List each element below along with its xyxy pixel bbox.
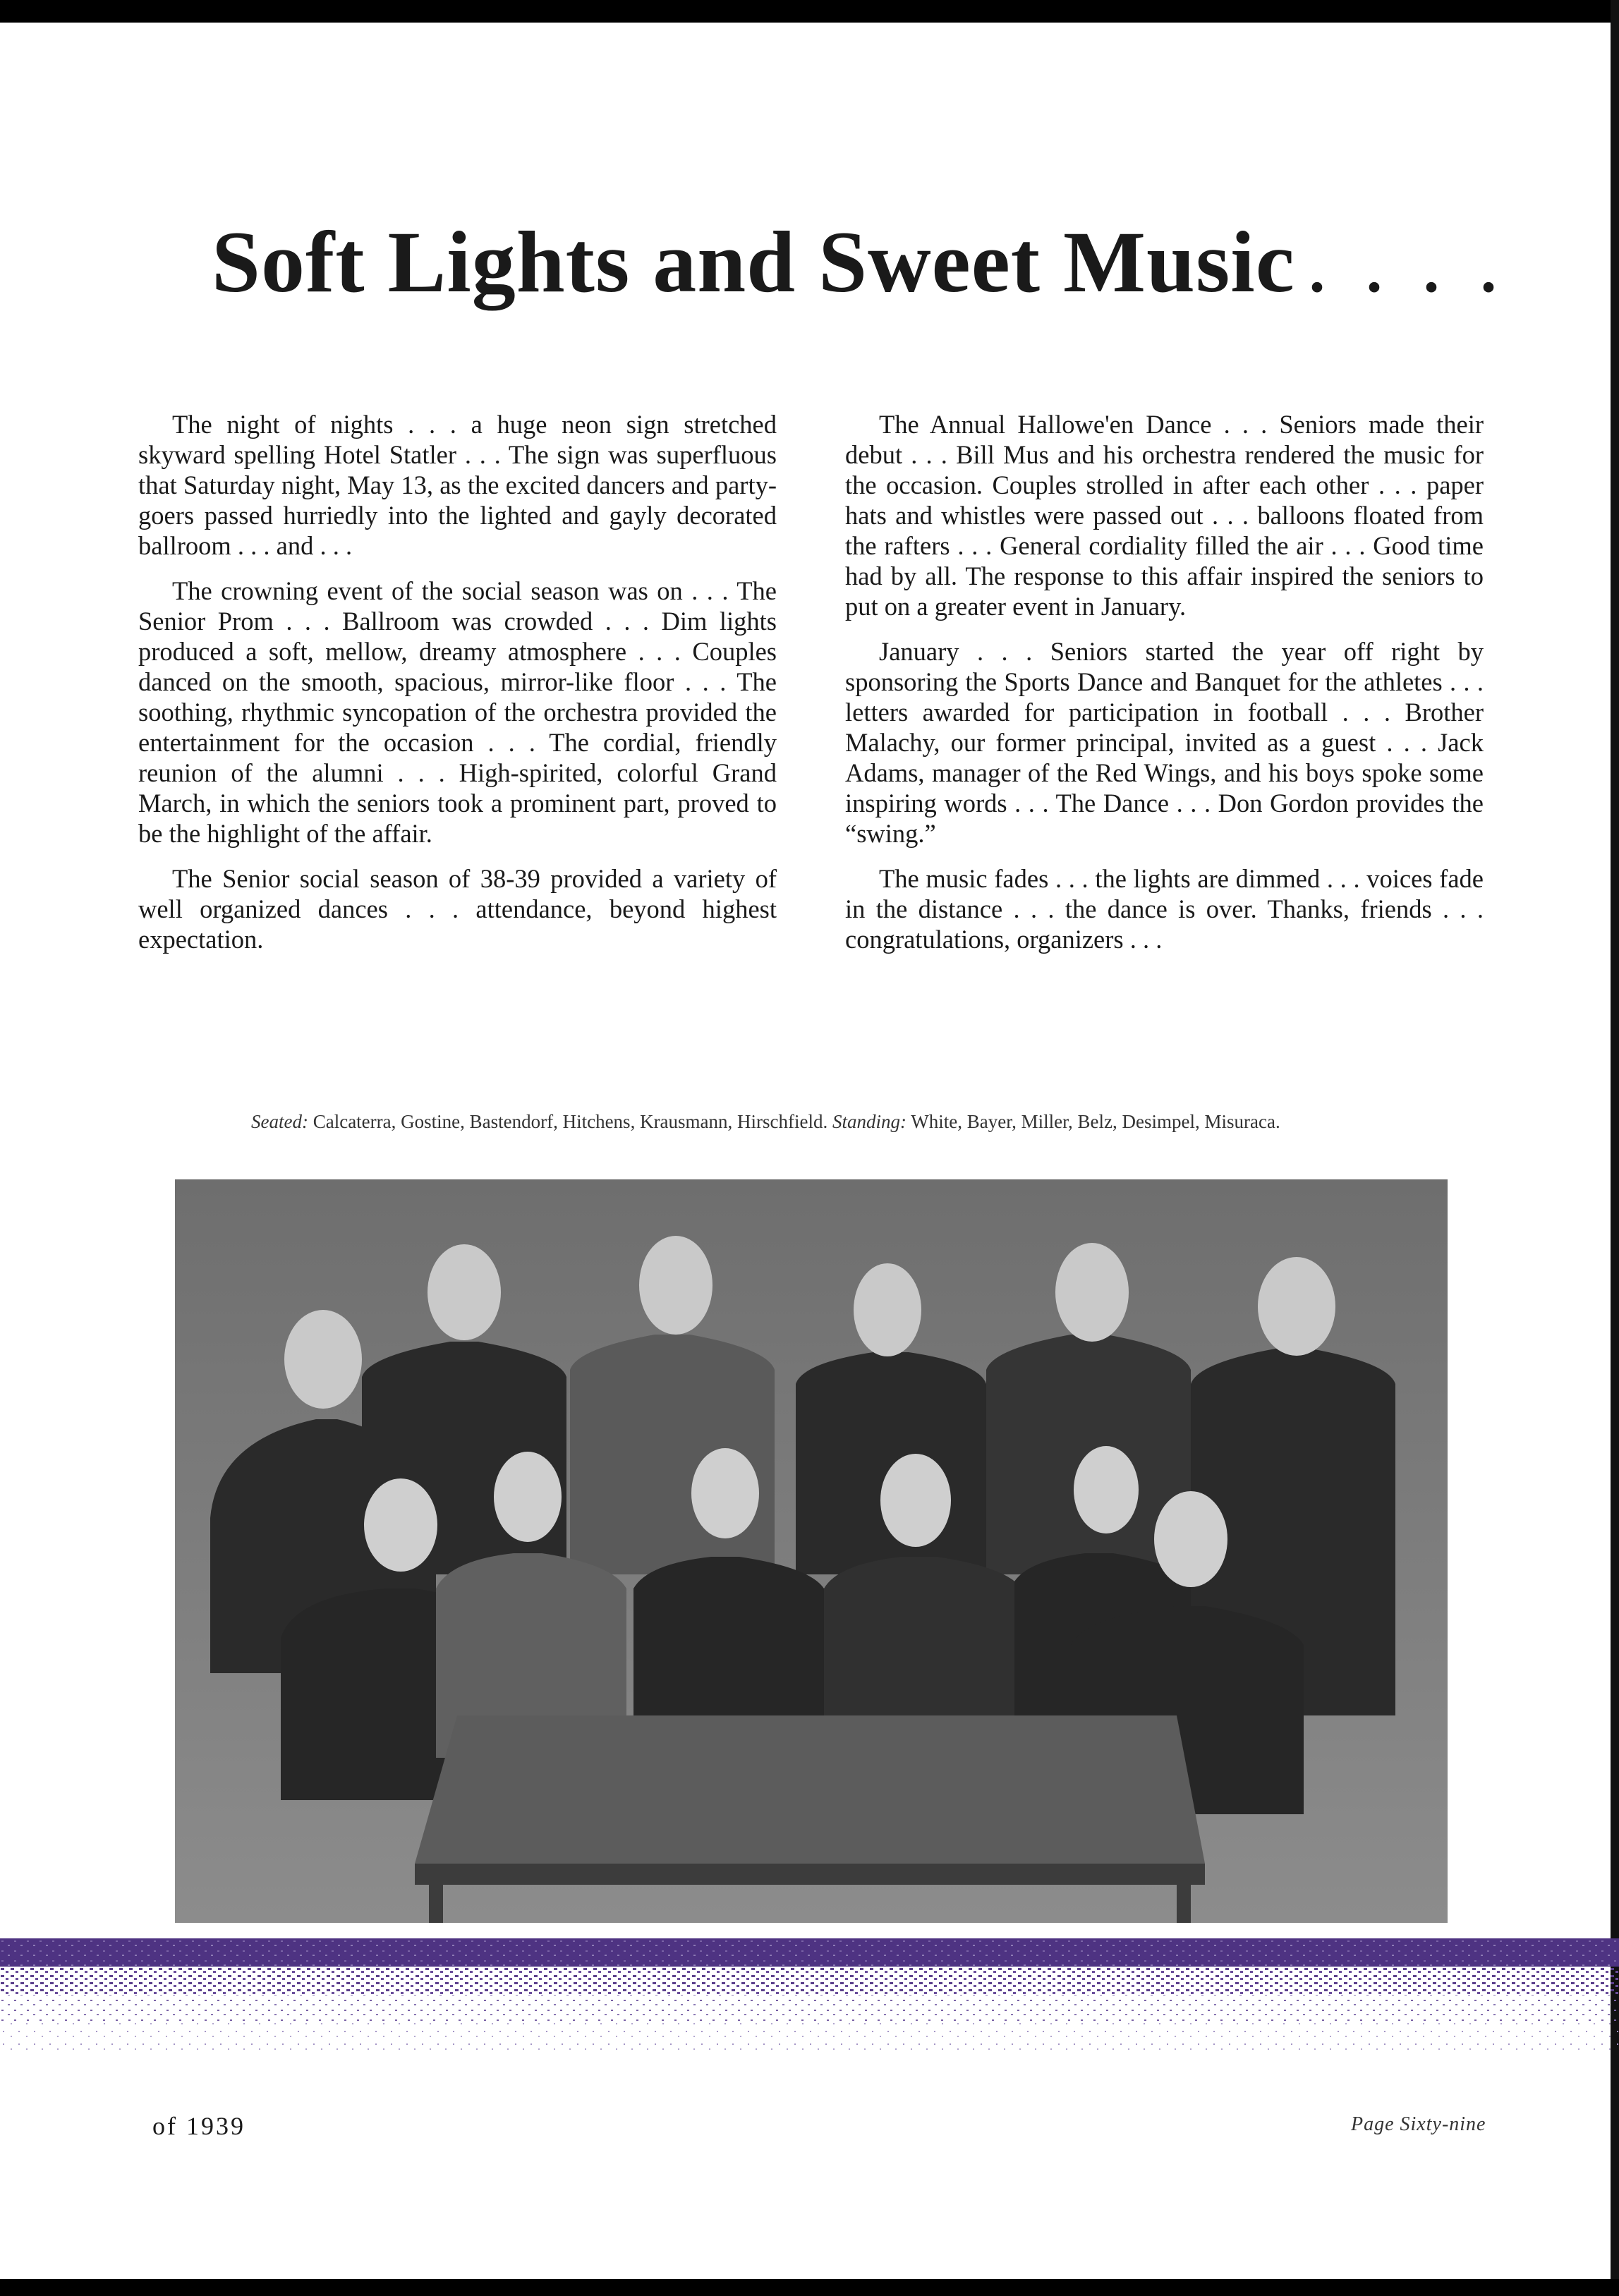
group-photo — [175, 1179, 1448, 1923]
photo-caption — [251, 1111, 1380, 1132]
paragraph: The Annual Hallowe'en Dance . . . Seniors made their debut . . . Bill Mus and his orchestra rendered the music for the occasion. Couples strolled in after each other . . . paper hats and whistles were passed out . . . balloons floated from the rafters . . . General cordiality filled the air . . . Good time had by all. The response to this affair inspired the seniors to put on a greater event in January. — [845, 410, 1484, 621]
decorative-stipple-band — [0, 1938, 1619, 2051]
right-column — [845, 409, 1484, 969]
paragraph: The crowning event of the social season was on . . . The Senior Prom . . . Ballroom was crowded . . . Dim lights produced a soft, mellow, dreamy atmosphere . . . Couples danced on the smooth, spacious, mirror-like floor . . . The soothing, rhythmic syncopation of the orchestra provided the entertainment for the occasion . . . The cordial, friendly reunion of the alumni . . . High-spirited, colorful Grand March, in which the seniors took a prominent part, proved to be the highlight of the affair. — [138, 576, 777, 848]
page-title — [212, 214, 1510, 310]
paragraph: The Senior social season of 38-39 provided a variety of well organized dances . . . attendance, beyond highest expectation. — [138, 864, 777, 954]
caption-standing-names: White, Bayer, Miller, Belz, Desimpel, Misuraca. — [911, 1111, 1280, 1132]
footer-year: of 1939 — [152, 2112, 245, 2140]
paragraph: January . . . Seniors started the year off right by sponsoring the Sports Dance and Banquet for the athletes . . . letters awarded for participation in football . . . Brother Malachy, our former principal, invited as a guest . . . Jack Adams, manager of the Red Wings, and his boys spoke some inspiring words . . . The Dance . . . Don Gordon provides the “swing.” — [845, 637, 1484, 848]
left-column — [138, 409, 777, 969]
page-number: Page Sixty-nine — [1351, 2113, 1486, 2135]
caption-standing-label: Standing: — [832, 1111, 906, 1132]
scan-border-bottom — [0, 2279, 1619, 2296]
scan-border-top — [0, 0, 1619, 23]
title-dots: . . . . — [1309, 236, 1510, 305]
caption-seated-label: Seated: — [251, 1111, 308, 1132]
paragraph: The music fades . . . the lights are dimmed . . . voices fade in the distance . . . the dance is over. Thanks, friends . . . congratulations, organizers . . . — [845, 864, 1484, 954]
caption-seated-names: Calcaterra, Gostine, Bastendorf, Hitchens, Krausmann, Hirschfield. — [313, 1111, 828, 1132]
paragraph: The night of nights . . . a huge neon sign stretched skyward spelling Hotel Statler . . . The sign was superfluous that Saturday night, May 13, as the excited dancers and party-goers passed hurriedly into the lighted and gayly decorated ballroom . . . and . . . — [138, 410, 777, 560]
page-title-text: Soft Lights and Sweet Music — [212, 214, 1295, 310]
